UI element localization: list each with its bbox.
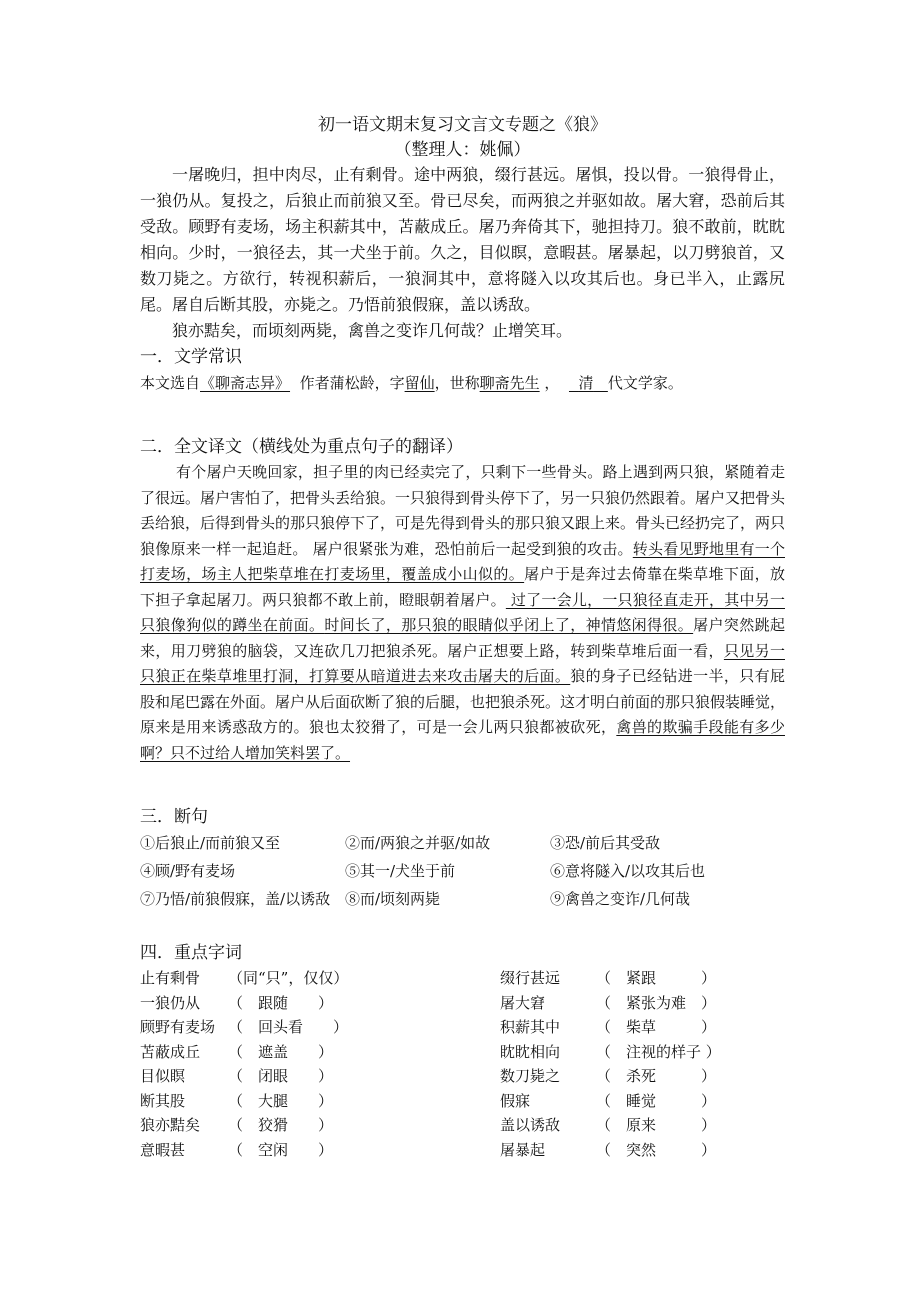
vocab-row xyxy=(140,1040,500,1065)
vocab-meaning: （ 柴草 ） xyxy=(596,1018,717,1036)
sentence-break-item: ②而/两狼之并驱/如故 xyxy=(345,834,491,852)
document-page xyxy=(140,112,785,1162)
answer-zi: 留仙 xyxy=(404,374,435,392)
vocab-row xyxy=(140,1138,500,1163)
vocab-meaning: （ 闭眼 ） xyxy=(228,1067,334,1085)
vocab-row xyxy=(500,1089,785,1114)
vocab-meaning: （ 空闲 ） xyxy=(228,1140,334,1159)
key-vocabulary-table xyxy=(140,966,785,1162)
vocab-word: 数刀毙之 xyxy=(500,1067,561,1085)
translation-text: 屠户突然跳起来，用刀劈狼的脑袋，又连砍几刀把狼杀死。屠户正想要上路，转到柴草堆后面一看， xyxy=(140,616,785,660)
vocab-meaning: （ 回头看 ） xyxy=(228,1018,349,1036)
sentence-break-item: ③恐/前后其受敌 xyxy=(550,834,661,852)
spacer xyxy=(140,766,785,804)
translation-text: 狼的身子已经钻进一半，只有屁股和尾巴露在外面。屠户从后面砍断了狼的后腿，也把狼杀死。这才明白前面的那只狼假装睡觉，原来是用来诱惑敌方的。狼也太狡猾了，可是一会儿两只狼都被砍死， xyxy=(140,667,786,736)
vocab-row xyxy=(500,1113,785,1138)
translation-text: 屠户于是奔过去倚靠在柴草堆下面，放下担子拿起屠刀。两只狼都不敢上前，瞪眼朝着屠户。 xyxy=(140,565,785,609)
vocab-meaning: （同“只”，仅仅） xyxy=(228,969,349,987)
vocab-word: 积薪其中 xyxy=(500,1018,561,1036)
vocab-word: 盖以诱敌 xyxy=(500,1116,561,1134)
vocab-meaning: （ 睡觉 ） xyxy=(596,1091,717,1110)
vocab-word: 缀行甚远 xyxy=(500,969,561,987)
vocab-word: 断其股 xyxy=(140,1091,186,1110)
section-1-heading: 一．文学常识 xyxy=(140,347,242,367)
section-4-heading: 四．重点字词 xyxy=(140,943,242,963)
vocab-meaning: （ 大腿 ） xyxy=(228,1091,334,1110)
document-title: 初一语文期末复习文言文专题之《狼》 xyxy=(318,115,607,135)
vocab-row xyxy=(140,966,500,991)
translation-paragraph xyxy=(140,460,785,766)
key-sentence: 只见另一只狼正在柴草堆里打洞，打算要从暗道进去来攻击屠夫的后面。 xyxy=(140,641,785,685)
vocab-word: 目似瞑 xyxy=(140,1067,186,1085)
vocab-word: 顾野有麦场 xyxy=(140,1018,216,1036)
text: 代文学家。 xyxy=(607,374,683,392)
text: ， xyxy=(544,374,560,392)
vocab-meaning: （ 突然 ） xyxy=(596,1140,717,1159)
sentence-break-list xyxy=(140,830,785,912)
section-3-heading: 三．断句 xyxy=(140,807,208,827)
vocab-meaning: （ 狡猾 ） xyxy=(228,1116,334,1134)
vocab-word: 止有剩骨 xyxy=(140,969,201,987)
translation-text: 有个屠户天晚回家，担子里的肉已经卖完了，只剩下一些骨头。路上遇到两只狼，紧随着走了很远。屠户害怕了，把骨头丢给狼。一只狼得到骨头停下了，另一只狼仍然跟着。屠户又把骨头丢给狼，后得到骨头的那只狼停下了，可是先得到骨头的那只狼又跟上来。骨头已经扔完了，两只狼像原来一样一起追赶。 屠户很紧张为难，恐怕前后一起受到狼的攻击。 xyxy=(140,463,786,558)
vocab-word: 屠暴起 xyxy=(500,1140,546,1159)
dynasty-text: 清 xyxy=(578,374,594,392)
key-sentence: 禽兽的欺骗手段能有多少啊？只不过给人增加笑料罢了。 xyxy=(140,718,785,762)
sentence-break-item: ⑥意将隧入/以攻其后也 xyxy=(550,862,706,880)
key-sentence: 时间长了，那只狼的眼睛似乎闭上了，神情悠闲得很。 xyxy=(324,616,694,634)
vocab-row xyxy=(140,1113,500,1138)
sentence-break-item: ④顾/野有麦场 xyxy=(140,862,236,880)
sentence-break-item: ⑦乃悟/前狼假寐，盖/以诱敌 xyxy=(140,890,331,908)
vocab-row xyxy=(500,1015,785,1040)
sentence-break-item: ⑧而/顷刻两毙 xyxy=(345,890,441,908)
vocab-row xyxy=(140,1064,500,1089)
original-paragraph-1: 一屠晚归，担中肉尽，止有剩骨。途中两狼，缀行甚远。屠惧，投以骨。一狼得骨止，一狼仍从。复投之，后狼止而前狼又至。骨已尽矣，而两狼之并驱如故。屠大窘，恐前后其受敌。顾野有麦场，场主积薪其中，苫蔽成丘。屠乃奔倚其下，驰担持刀。狼不敢前，眈眈相向。少时，一狼径去，其一犬坐于前。久之，目似瞑，意暇甚。屠暴起，以刀劈狼首，又数刀毙之。方欲行，转视积薪后，一狼洞其中，意将隧入以攻其后也。身已半入，止露尻尾。屠自后断其股，亦毙之。乃悟前狼假寐，盖以诱敌。 xyxy=(140,165,785,314)
vocab-row xyxy=(500,1040,785,1065)
spacer xyxy=(140,912,785,940)
answer-source: 《聊斋志异》 xyxy=(200,374,291,392)
section-2-heading: 二．全文译文（横线处为重点句子的翻译） xyxy=(140,437,463,457)
vocab-meaning: （ 紧跟 ） xyxy=(596,969,717,987)
sentence-break-item: ①后狼止/而前狼又至 xyxy=(140,834,281,852)
vocab-meaning: （ 紧张为难 ） xyxy=(596,993,717,1012)
vocab-meaning: （ 原来 ） xyxy=(596,1116,717,1134)
vocab-word: 眈眈相向 xyxy=(500,1042,561,1061)
vocab-word: 狼亦黠矣 xyxy=(140,1116,201,1134)
answer-hao: 聊斋先生 xyxy=(479,374,540,392)
vocab-row xyxy=(500,1064,785,1089)
spacer xyxy=(140,396,785,434)
vocab-meaning: （ 遮盖 ） xyxy=(228,1042,334,1061)
vocab-meaning: （ 注视的样子 ） xyxy=(596,1042,721,1061)
sentence-break-item: ⑨禽兽之变诈/几何哉 xyxy=(550,890,691,908)
document-subtitle: （整理人：姚佩） xyxy=(394,140,531,160)
vocab-row xyxy=(140,991,500,1016)
vocab-row xyxy=(140,1089,500,1114)
vocab-row xyxy=(140,1015,500,1040)
vocab-meaning: （ 杀死 ） xyxy=(596,1067,717,1085)
vocab-row xyxy=(500,991,785,1016)
key-sentence: 转头看见野地里有一个打麦场，场主人把柴草堆在打麦场里，覆盖成小山似的。 xyxy=(140,539,785,583)
original-paragraph-2: 狼亦黠矣，而顷刻两毙，禽兽之变诈几何哉？止增笑耳。 xyxy=(172,321,573,340)
text: 作者蒲松龄，字 xyxy=(299,374,405,392)
vocab-word: 屠大窘 xyxy=(500,993,546,1012)
vocab-word: 假寐 xyxy=(500,1091,531,1110)
vocab-row xyxy=(500,966,785,991)
sentence-break-item: ⑤其一/犬坐于前 xyxy=(345,862,456,880)
vocab-word: 意暇甚 xyxy=(140,1140,186,1159)
vocab-word: 苫蔽成丘 xyxy=(140,1042,201,1061)
literature-knowledge-line xyxy=(140,370,785,396)
text: ，世称 xyxy=(434,374,480,392)
vocab-left-column xyxy=(140,966,500,1162)
text: 本文选自 xyxy=(140,374,201,392)
vocab-right-column xyxy=(500,966,785,1162)
key-sentence: 过了一会儿，一只狼径直走开，其中另一只狼像狗似的蹲坐在前面。 xyxy=(140,590,785,634)
vocab-row xyxy=(500,1138,785,1163)
vocab-word: 一狼仍从 xyxy=(140,993,201,1012)
answer-dynasty xyxy=(569,374,608,392)
vocab-meaning: （ 跟随 ） xyxy=(228,993,334,1012)
